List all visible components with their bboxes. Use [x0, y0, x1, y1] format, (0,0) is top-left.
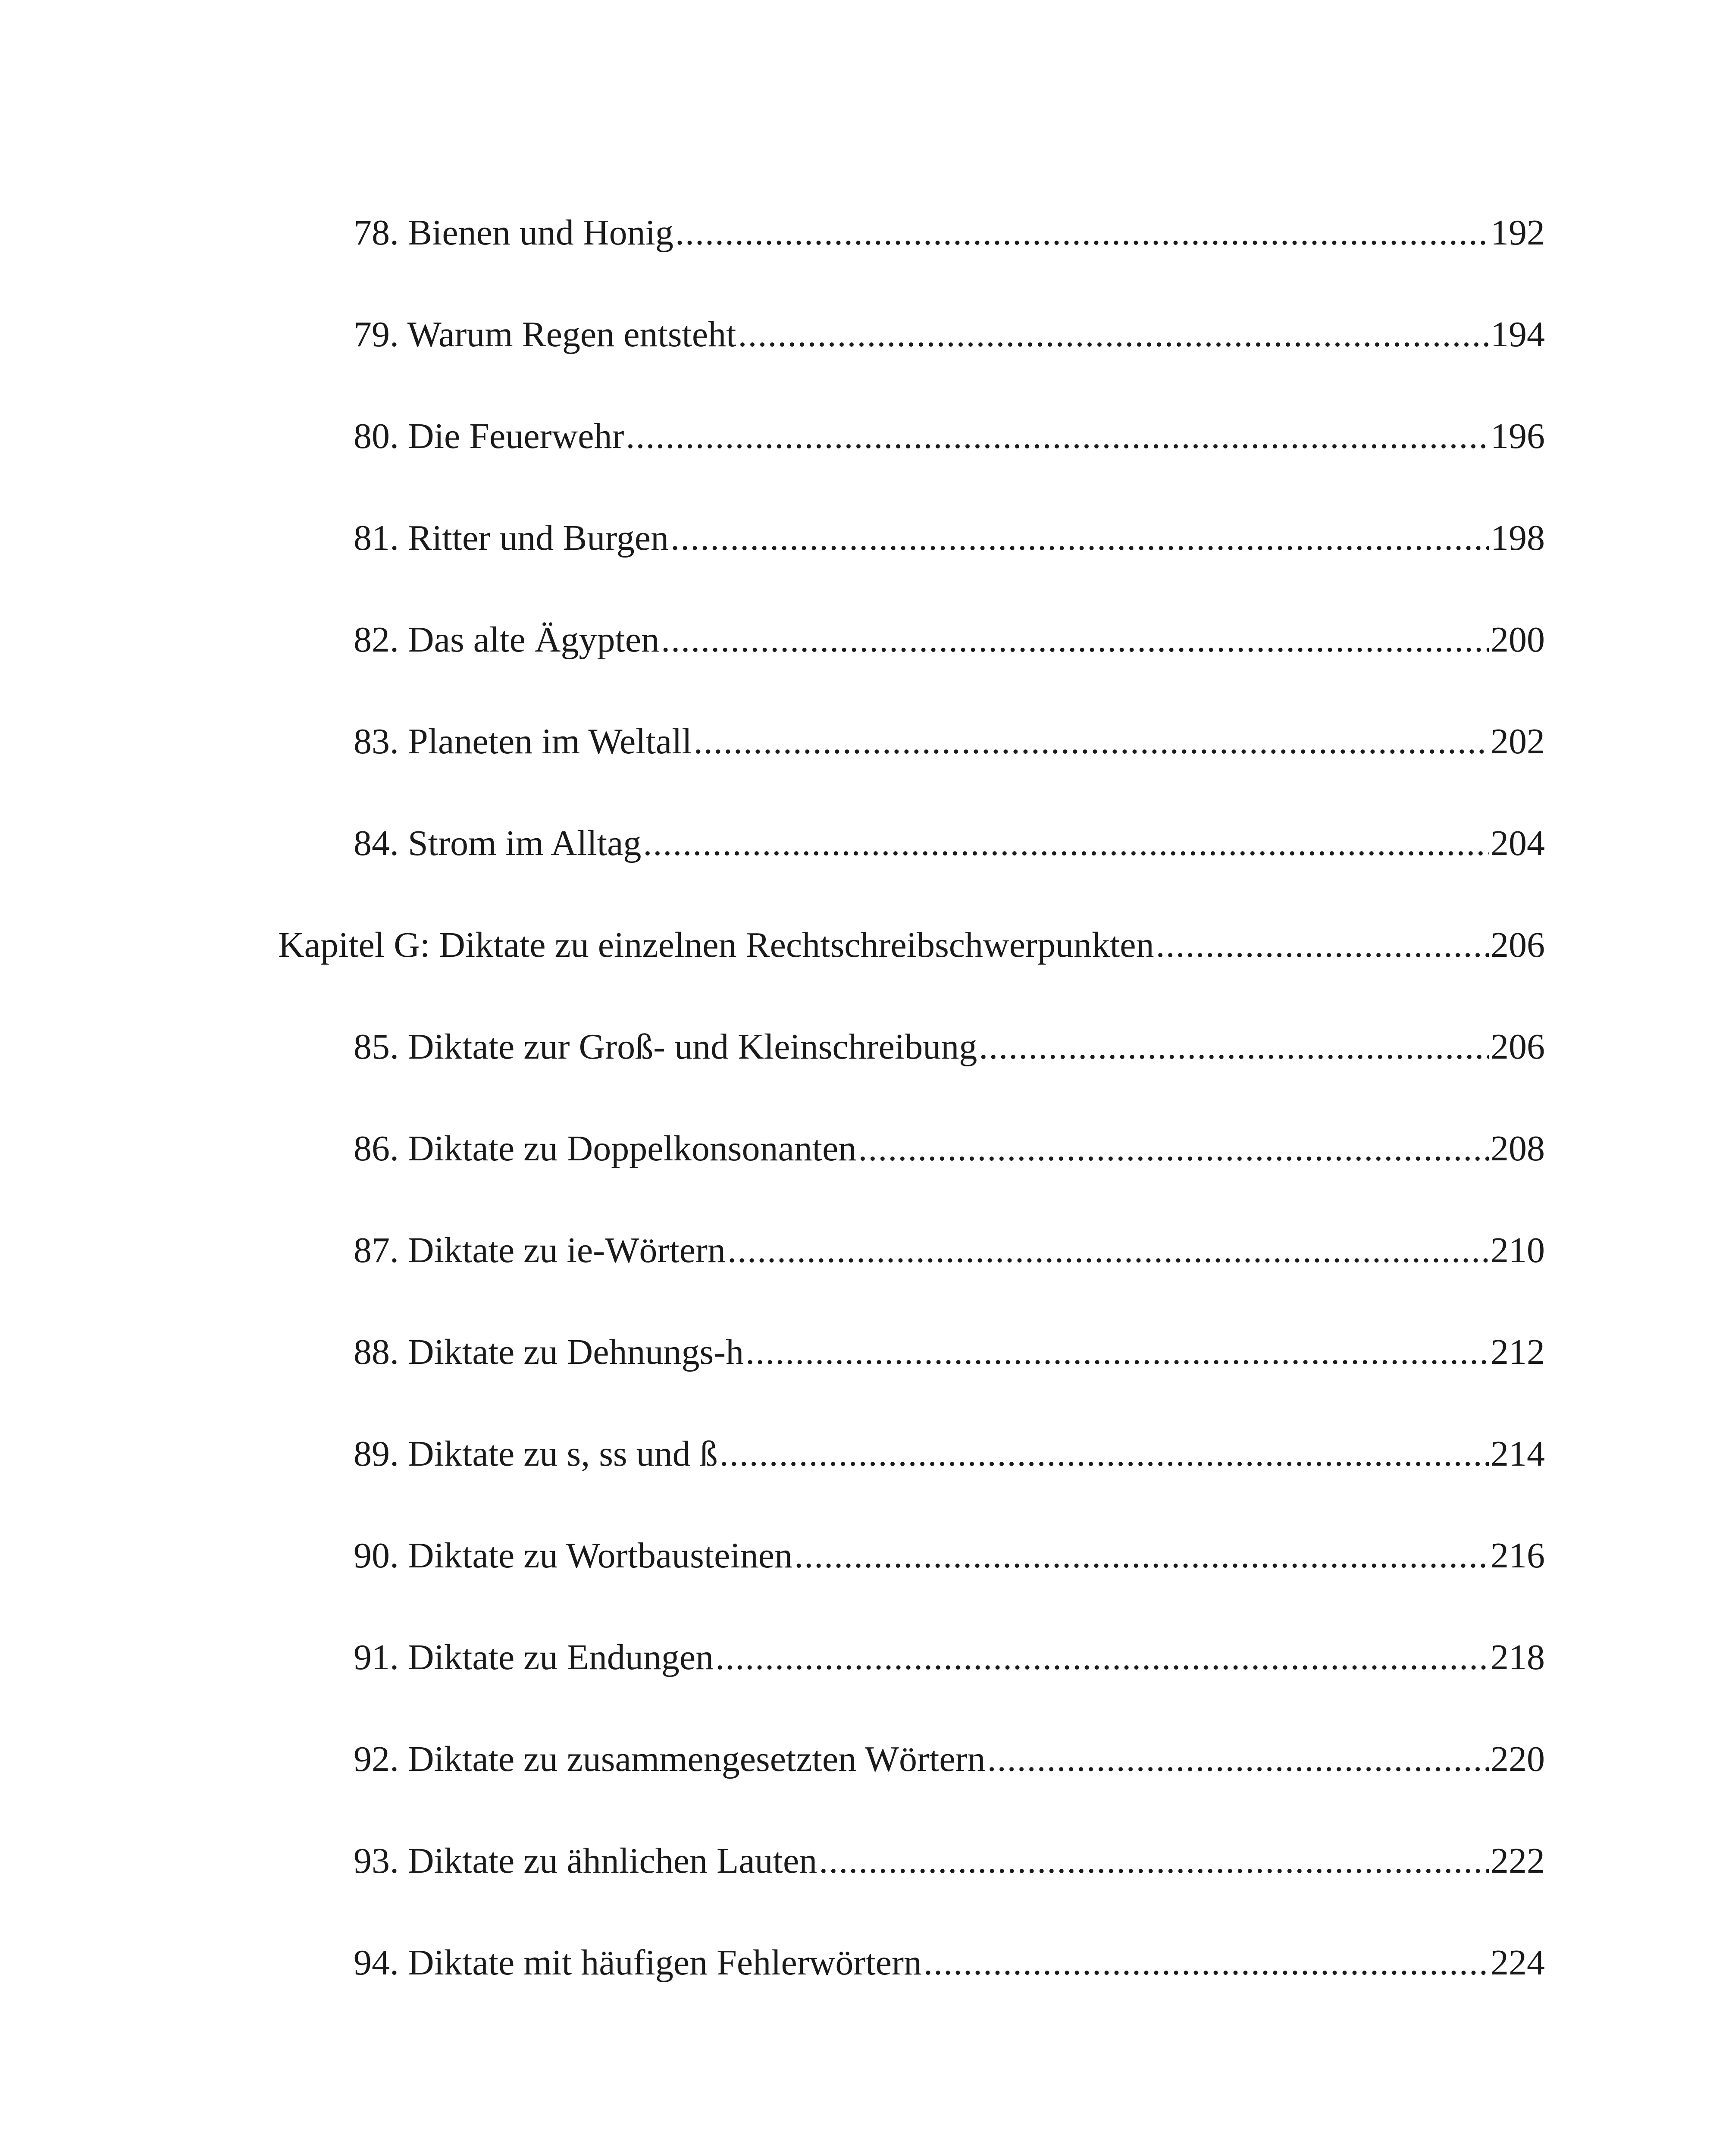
- toc-entry-label: 92. Diktate zu zusammengesetzten Wörtern: [354, 1739, 986, 1779]
- toc-entry[interactable]: [354, 1123, 1545, 1175]
- toc-dot-leader: [670, 512, 1489, 564]
- toc-dot-leader: [924, 1937, 1489, 1989]
- toc-entry-label: 79. Warum Regen entsteht: [354, 314, 736, 354]
- toc-dot-leader: [745, 1326, 1489, 1378]
- toc-entry-label: 85. Diktate zur Groß- und Kleinschreibung: [354, 1027, 977, 1067]
- toc-entry-label: 80. Die Feuerwehr: [354, 416, 624, 456]
- toc-dot-leader: [738, 309, 1489, 360]
- toc-entry[interactable]: [354, 207, 1545, 259]
- toc-entry[interactable]: [354, 818, 1545, 869]
- toc-page-number: 206: [1491, 925, 1545, 965]
- toc-dot-leader: [979, 1021, 1489, 1073]
- toc-dot-leader: [626, 411, 1489, 462]
- toc-entry[interactable]: [354, 1530, 1545, 1582]
- toc-entry[interactable]: [354, 1021, 1545, 1073]
- toc-entry-label: 89. Diktate zu s, ss und ß: [354, 1434, 718, 1474]
- toc-dot-leader: [720, 1428, 1489, 1480]
- toc-dot-leader: [694, 716, 1489, 768]
- toc-entry-label: 83. Planeten im Weltall: [354, 721, 692, 761]
- toc-entry-label: 82. Das alte Ägypten: [354, 620, 660, 660]
- toc-dot-leader: [675, 207, 1489, 259]
- toc-entry-label: 86. Diktate zu Doppelkonsonanten: [354, 1128, 857, 1169]
- toc-page-number: 212: [1491, 1332, 1545, 1372]
- toc-page-number: 192: [1491, 213, 1545, 253]
- toc-page-number: 208: [1491, 1128, 1545, 1169]
- toc-entry[interactable]: [354, 1733, 1545, 1785]
- toc-chapter-entry[interactable]: [278, 919, 1545, 971]
- toc-entry[interactable]: [354, 1326, 1545, 1378]
- toc-dot-leader: [794, 1530, 1489, 1582]
- toc-entry-label: 91. Diktate zu Endungen: [354, 1637, 714, 1677]
- toc-page-number: 220: [1491, 1739, 1545, 1779]
- toc-entry[interactable]: [354, 1428, 1545, 1480]
- toc-page-number: 224: [1491, 1943, 1545, 1983]
- toc-page-number: 204: [1491, 823, 1545, 863]
- toc-entry[interactable]: [354, 614, 1545, 666]
- toc-page-number: 218: [1491, 1637, 1545, 1677]
- toc-dot-leader: [858, 1123, 1489, 1175]
- toc-chapter-label: Kapitel G: Diktate zu einzelnen Rechtschreibschwerpunkten: [278, 925, 1154, 965]
- toc-dot-leader: [661, 614, 1489, 666]
- toc-page-number: 210: [1491, 1230, 1545, 1270]
- toc-entry-label: 88. Diktate zu Dehnungs-h: [354, 1332, 744, 1372]
- toc-page-number: 196: [1491, 416, 1545, 456]
- toc-page-number: 202: [1491, 721, 1545, 761]
- toc-entry[interactable]: [354, 1937, 1545, 1989]
- toc-entry[interactable]: [354, 1835, 1545, 1887]
- toc-entry[interactable]: [354, 411, 1545, 462]
- toc-entry-label: 94. Diktate mit häufigen Fehlerwörtern: [354, 1943, 922, 1983]
- toc-entry[interactable]: [354, 716, 1545, 768]
- toc-entry[interactable]: [354, 512, 1545, 564]
- toc-dot-leader: [715, 1632, 1489, 1683]
- toc-dot-leader: [727, 1225, 1489, 1276]
- toc-dot-leader: [643, 818, 1489, 869]
- toc-page-number: 206: [1491, 1027, 1545, 1067]
- toc-entry-label: 93. Diktate zu ähnlichen Lauten: [354, 1841, 817, 1881]
- toc-dot-leader: [987, 1733, 1489, 1785]
- toc-dot-leader: [819, 1835, 1489, 1887]
- toc-entry[interactable]: [354, 1225, 1545, 1276]
- toc-entry-label: 84. Strom im Alltag: [354, 823, 642, 863]
- toc-dot-leader: [1156, 919, 1489, 971]
- toc-page-number: 214: [1491, 1434, 1545, 1474]
- toc-entry-label: 87. Diktate zu ie-Wörtern: [354, 1230, 726, 1270]
- toc-page-number: 200: [1491, 620, 1545, 660]
- toc-entry[interactable]: [354, 309, 1545, 360]
- toc-page-number: 194: [1491, 314, 1545, 354]
- toc-page-number: 222: [1491, 1841, 1545, 1881]
- toc-entry-label: 90. Diktate zu Wortbausteinen: [354, 1536, 793, 1576]
- toc-entry-label: 78. Bienen und Honig: [354, 213, 673, 253]
- toc-page-number: 216: [1491, 1536, 1545, 1576]
- toc-entry[interactable]: [354, 1632, 1545, 1683]
- toc-page-number: 198: [1491, 518, 1545, 558]
- toc-entry-label: 81. Ritter und Burgen: [354, 518, 669, 558]
